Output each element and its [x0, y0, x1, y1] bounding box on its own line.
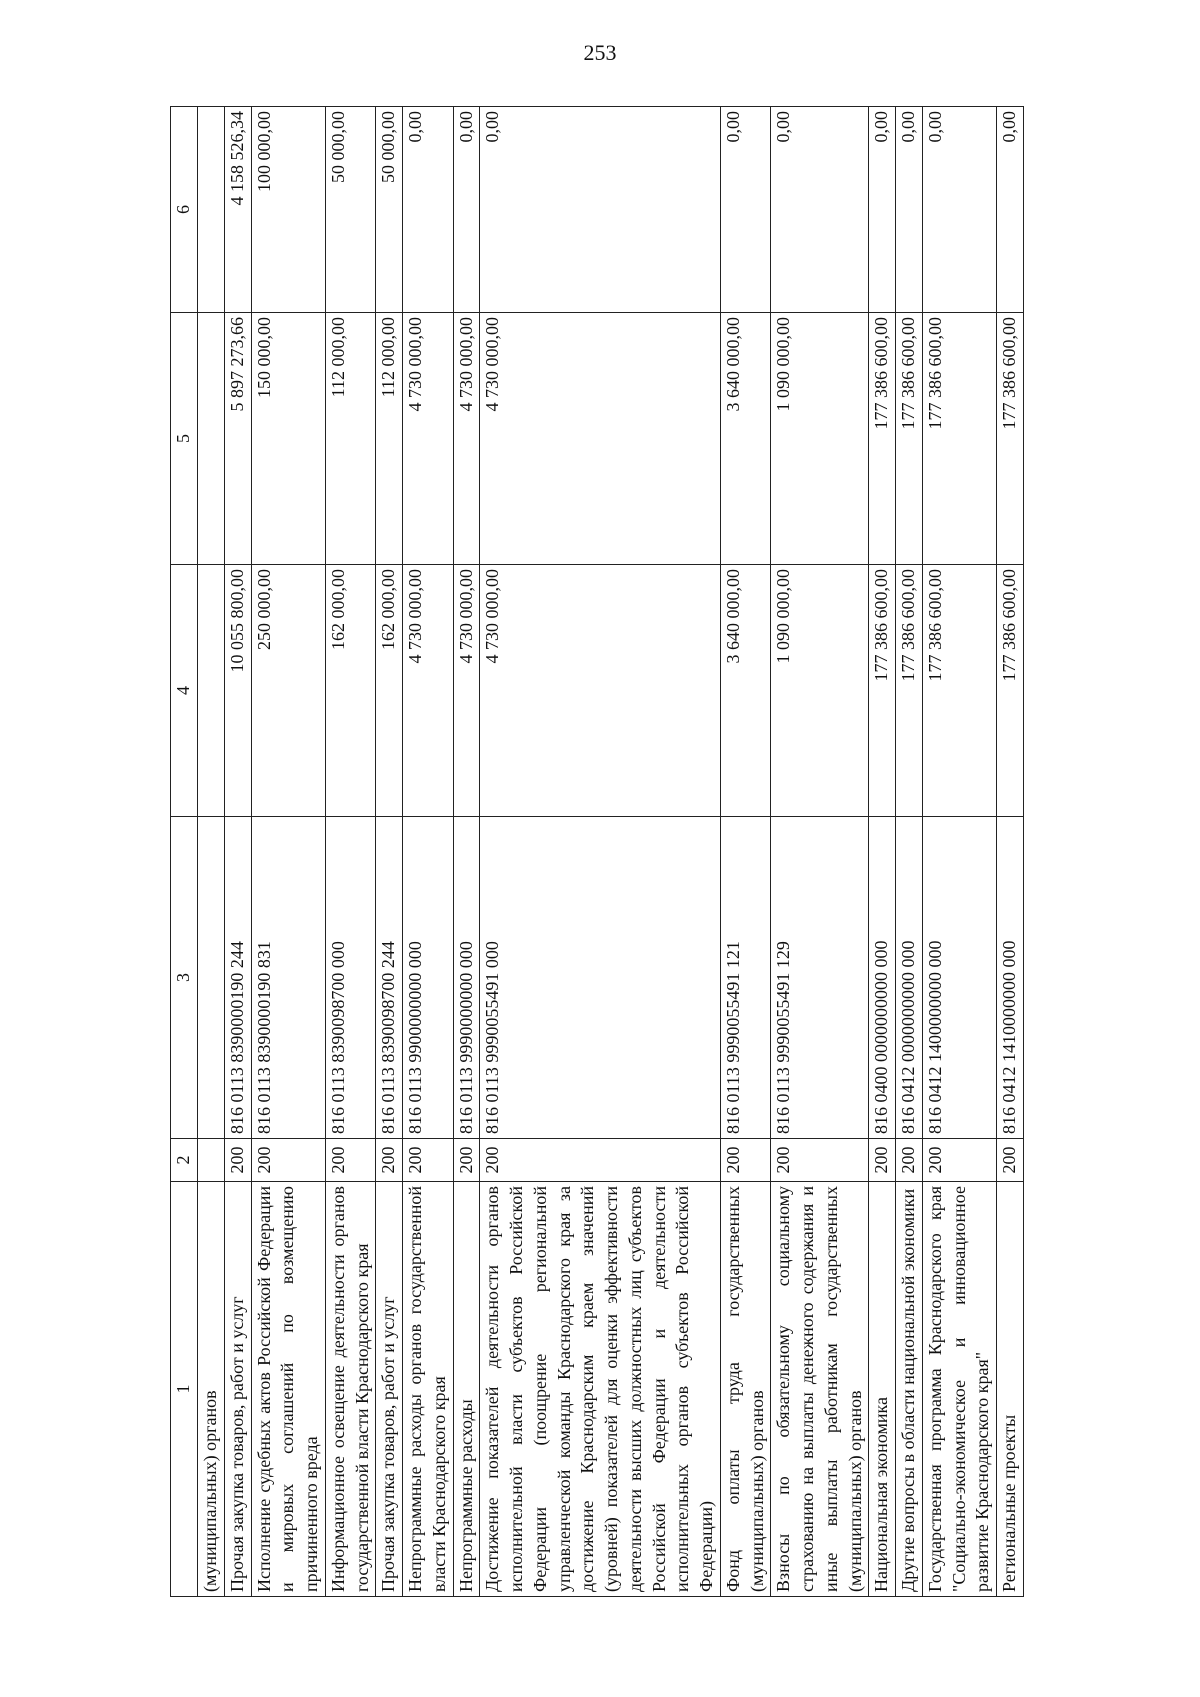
row-name: Прочая закупка товаров, работ и услуг — [224, 1182, 251, 1597]
row-col2: 200 — [251, 1139, 325, 1182]
table-row — [224, 107, 251, 1597]
col-header-5: 5 — [171, 313, 198, 565]
row-code: 816 0113 9990055491 129 — [771, 817, 869, 1139]
row-name: Исполнение судебных актов Российской Федерации и мировых соглашений по возмещению причиненного вреда — [251, 1182, 325, 1597]
row-amount-6: 100 000,00 — [251, 107, 325, 313]
row-name: (муниципальных) органов — [198, 1182, 225, 1597]
row-code: 816 0113 8390000190 244 — [224, 817, 251, 1139]
table-row — [771, 107, 869, 1597]
row-amount-5: 177 386 600,00 — [922, 313, 996, 565]
budget-table-container — [170, 107, 1050, 1597]
row-amount-5: 150 000,00 — [251, 313, 325, 565]
row-amount-5: 3 640 000,00 — [720, 313, 771, 565]
row-amount-6: 0,00 — [869, 107, 896, 313]
row-code: 816 0412 1410000000 000 — [997, 817, 1024, 1139]
row-amount-5: 4 730 000,00 — [480, 313, 721, 565]
table-row — [251, 107, 325, 1597]
row-code: 816 0412 1400000000 000 — [922, 817, 996, 1139]
col-header-2: 2 — [171, 1139, 198, 1182]
table-row — [403, 107, 454, 1597]
row-amount-5: 112 000,00 — [325, 313, 376, 565]
row-amount-4: 4 730 000,00 — [453, 565, 480, 817]
row-name: Взносы по обязательному социальному страхованию на выплаты денежного содержания и иные выплаты работникам государственных (муниципальных) органов — [771, 1182, 869, 1597]
row-amount-4: 177 386 600,00 — [869, 565, 896, 817]
row-amount-4 — [198, 565, 225, 817]
row-code: 816 0113 9990055491 121 — [720, 817, 771, 1139]
row-amount-6: 0,00 — [720, 107, 771, 313]
row-code: 816 0412 0000000000 000 — [896, 817, 923, 1139]
table-row — [896, 107, 923, 1597]
row-col2: 200 — [896, 1139, 923, 1182]
row-name: Региональные проекты — [997, 1182, 1024, 1597]
row-amount-4: 177 386 600,00 — [997, 565, 1024, 817]
row-amount-6: 0,00 — [480, 107, 721, 313]
col-header-6: 6 — [171, 107, 198, 313]
row-amount-6: 0,00 — [896, 107, 923, 313]
row-amount-6 — [198, 107, 225, 313]
row-amount-4: 162 000,00 — [325, 565, 376, 817]
row-col2: 200 — [325, 1139, 376, 1182]
row-amount-5: 4 730 000,00 — [403, 313, 454, 565]
row-col2: 200 — [869, 1139, 896, 1182]
table-row — [325, 107, 376, 1597]
table-row — [453, 107, 480, 1597]
row-amount-5 — [198, 313, 225, 565]
row-code: 816 0113 9990055491 000 — [480, 817, 721, 1139]
header-row — [171, 107, 198, 1597]
row-col2: 200 — [922, 1139, 996, 1182]
row-amount-4: 4 730 000,00 — [403, 565, 454, 817]
row-col2 — [198, 1139, 225, 1182]
col-header-3: 3 — [171, 817, 198, 1139]
row-amount-5: 1 090 000,00 — [771, 313, 869, 565]
col-header-4: 4 — [171, 565, 198, 817]
row-amount-6: 0,00 — [453, 107, 480, 313]
table-row — [869, 107, 896, 1597]
row-amount-6: 0,00 — [771, 107, 869, 313]
row-amount-6: 4 158 526,34 — [224, 107, 251, 313]
row-amount-4: 10 055 800,00 — [224, 565, 251, 817]
col-header-1: 1 — [171, 1182, 198, 1597]
row-col2: 200 — [720, 1139, 771, 1182]
row-amount-4: 250 000,00 — [251, 565, 325, 817]
row-amount-5: 5 897 273,66 — [224, 313, 251, 565]
row-amount-4: 3 640 000,00 — [720, 565, 771, 817]
row-code: 816 0400 0000000000 000 — [869, 817, 896, 1139]
row-col2: 200 — [453, 1139, 480, 1182]
row-col2: 200 — [997, 1139, 1024, 1182]
row-col2: 200 — [376, 1139, 403, 1182]
row-amount-4: 177 386 600,00 — [922, 565, 996, 817]
row-name: Непрограммные расходы — [453, 1182, 480, 1597]
row-code: 816 0113 8390098700 000 — [325, 817, 376, 1139]
table-row — [198, 107, 225, 1597]
row-amount-4: 1 090 000,00 — [771, 565, 869, 817]
row-code: 816 0113 8390000190 831 — [251, 817, 325, 1139]
row-name: Национальная экономика — [869, 1182, 896, 1597]
table-row — [376, 107, 403, 1597]
row-code: 816 0113 8390098700 244 — [376, 817, 403, 1139]
row-amount-5: 4 730 000,00 — [453, 313, 480, 565]
row-col2: 200 — [224, 1139, 251, 1182]
row-code: 816 0113 9900000000 000 — [403, 817, 454, 1139]
row-amount-6: 0,00 — [997, 107, 1024, 313]
row-col2: 200 — [771, 1139, 869, 1182]
row-amount-6: 50 000,00 — [325, 107, 376, 313]
row-code — [198, 817, 225, 1139]
row-amount-4: 4 730 000,00 — [480, 565, 721, 817]
row-name: Государственная программа Краснодарского края "Социально-экономическое и инновационное развитие Краснодарского края" — [922, 1182, 996, 1597]
row-amount-5: 177 386 600,00 — [896, 313, 923, 565]
row-amount-6: 0,00 — [922, 107, 996, 313]
row-name: Непрограммные расходы органов государственной власти Краснодарского края — [403, 1182, 454, 1597]
page-number: 253 — [583, 40, 617, 65]
table-row — [720, 107, 771, 1597]
row-name: Фонд оплаты труда государственных (муниципальных) органов — [720, 1182, 771, 1597]
row-amount-5: 177 386 600,00 — [869, 313, 896, 565]
row-name: Другие вопросы в области национальной экономики — [896, 1182, 923, 1597]
row-amount-6: 50 000,00 — [376, 107, 403, 313]
table-row — [480, 107, 721, 1597]
table-row — [922, 107, 996, 1597]
row-col2: 200 — [480, 1139, 721, 1182]
row-amount-6: 0,00 — [403, 107, 454, 313]
row-name: Достижение показателей деятельности органов исполнительной власти субъектов Российской Федерации (поощрение региональной управленческой команды Краснодарского края за достижение Краснодарским краем значений (уровней) показателей для оценки эффективности деятельности высших должностных лиц субъектов Российской Федерации и деятельности исполнительных органов субъектов Российской Федерации) — [480, 1182, 721, 1597]
row-amount-5: 177 386 600,00 — [997, 313, 1024, 565]
row-code: 816 0113 9990000000 000 — [453, 817, 480, 1139]
row-amount-5: 112 000,00 — [376, 313, 403, 565]
budget-table — [170, 106, 1024, 1597]
row-amount-4: 162 000,00 — [376, 565, 403, 817]
row-name: Информационное освещение деятельности органов государственной власти Краснодарского края — [325, 1182, 376, 1597]
table-row — [997, 107, 1024, 1597]
row-amount-4: 177 386 600,00 — [896, 565, 923, 817]
row-name: Прочая закупка товаров, работ и услуг — [376, 1182, 403, 1597]
row-col2: 200 — [403, 1139, 454, 1182]
